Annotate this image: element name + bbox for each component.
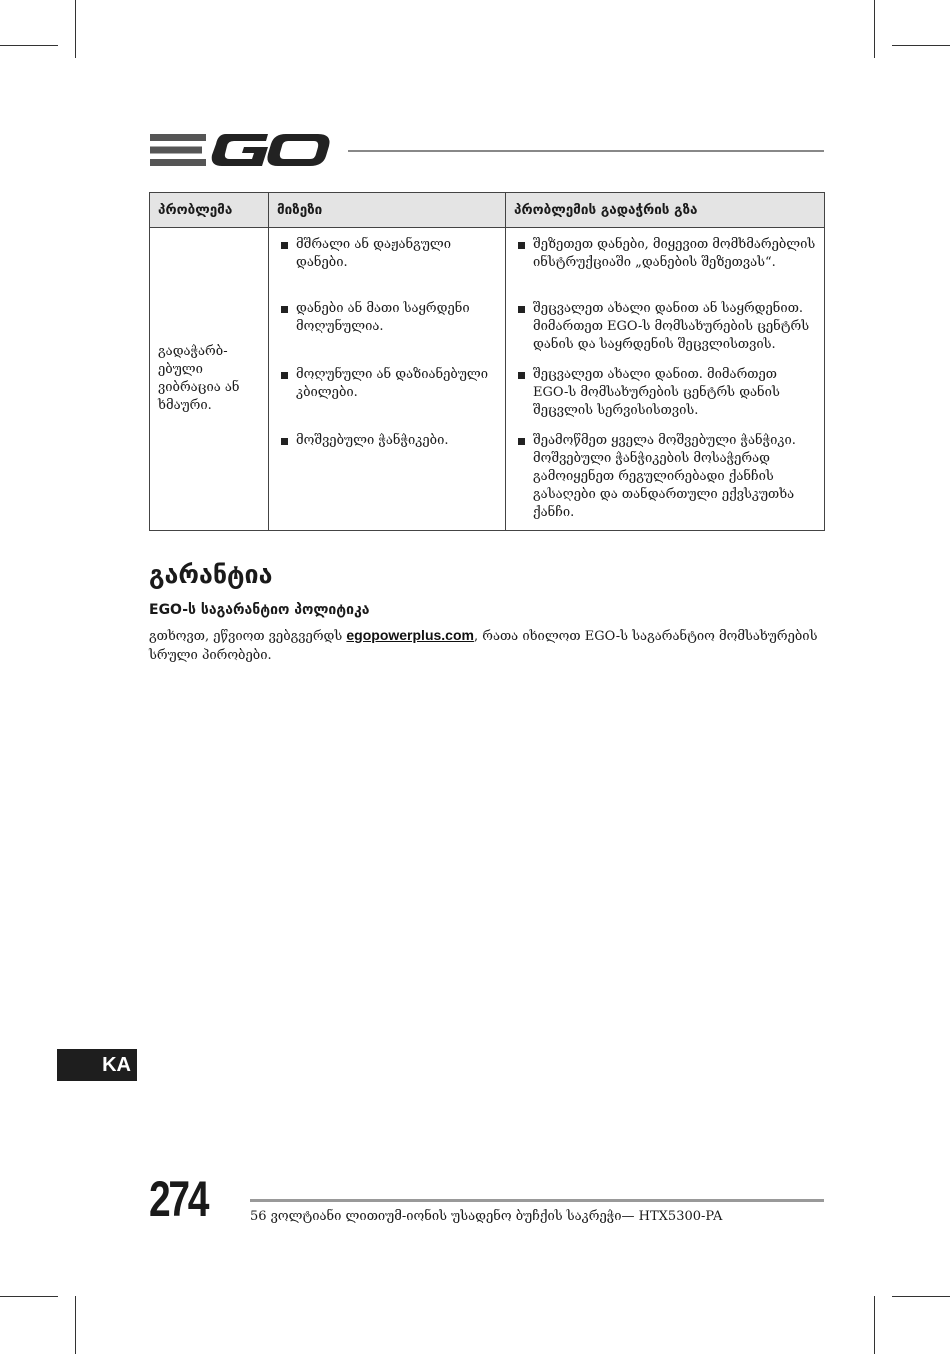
- header-cause: მიზეზი: [269, 193, 506, 228]
- crop-mark: [892, 45, 950, 46]
- crop-mark: [75, 0, 76, 58]
- problem-cell: [150, 228, 269, 531]
- footer-text: 56 ვოლტიანი ლითიუმ-იონის უსადენო ბუჩქის საკრეჭი— HTX5300-PA: [250, 1209, 723, 1224]
- warranty-text-before: გთხოვთ, ეწვიოთ ვებგვერდს: [149, 629, 347, 644]
- header-problem: პრობლემა: [150, 193, 269, 228]
- crop-mark: [874, 0, 875, 58]
- ego-logo: [150, 130, 332, 170]
- crop-mark: [874, 1296, 875, 1354]
- list-item: შეცვალეთ ახალი დანით. მიმართეთ EGO-ს მომსახურების ცენტრს დანის შეცვლის სერვისისთვის.: [518, 366, 816, 422]
- footer-rule: [250, 1199, 824, 1202]
- list-item: შეამოწმეთ ყველა მოშვებული ჭანჭიკი. მოშვებული ჭანჭიკების მოსაჭერად გამოიყენეთ რეგულირებადი ქანჩის გასაღები და თანდართული ექვსკუთხა ქანჩი.: [518, 432, 816, 522]
- problem-text: გადაჭარბ- ებული ვიბრაცია ან ხმაური.: [158, 344, 240, 413]
- solution-list: [506, 228, 824, 530]
- list-item: დანები ან მათი საყრდენი მოღუნულია.: [281, 300, 497, 356]
- header-rule: [348, 150, 824, 152]
- warranty-title: გარანტია: [149, 560, 273, 589]
- troubleshooting-table: [149, 192, 825, 531]
- list-item: მოშვებული ჭანჭიკები.: [281, 432, 497, 450]
- page-number: 274: [149, 1171, 208, 1227]
- language-tab: KA: [57, 1049, 137, 1081]
- warranty-link[interactable]: egopowerplus.com: [346, 627, 474, 643]
- warranty-text-after: , რათა იხილოთ EGO-ს საგარანტიო მომსახურების სრული პირობები.: [149, 629, 818, 663]
- solution-cell: [506, 228, 825, 531]
- crop-mark: [0, 45, 58, 46]
- crop-mark: [892, 1296, 950, 1297]
- table-header-row: [150, 193, 825, 228]
- cause-cell: [269, 228, 506, 531]
- table-row: [150, 228, 825, 531]
- list-item: მშრალი ან დაჟანგული დანები.: [281, 236, 497, 290]
- list-item: მოღუნული ან დაზიანებული კბილები.: [281, 366, 497, 422]
- warranty-subtitle: EGO-ს საგარანტიო პოლიტიკა: [149, 602, 370, 618]
- cause-list: [269, 228, 505, 458]
- list-item: შეზეთეთ დანები, მიყევით მომხმარებლის ინსტრუქციაში „დანების შეზეთვას“.: [518, 236, 816, 290]
- warranty-text: [149, 626, 827, 665]
- header-solution: პრობლემის გადაჭრის გზა: [506, 193, 825, 228]
- crop-mark: [0, 1296, 58, 1297]
- crop-mark: [75, 1296, 76, 1354]
- list-item: შეცვალეთ ახალი დანით ან საყრდენით. მიმართეთ EGO-ს მომსახურების ცენტრს დანის და საყრდენის შეცვლისთვის.: [518, 300, 816, 356]
